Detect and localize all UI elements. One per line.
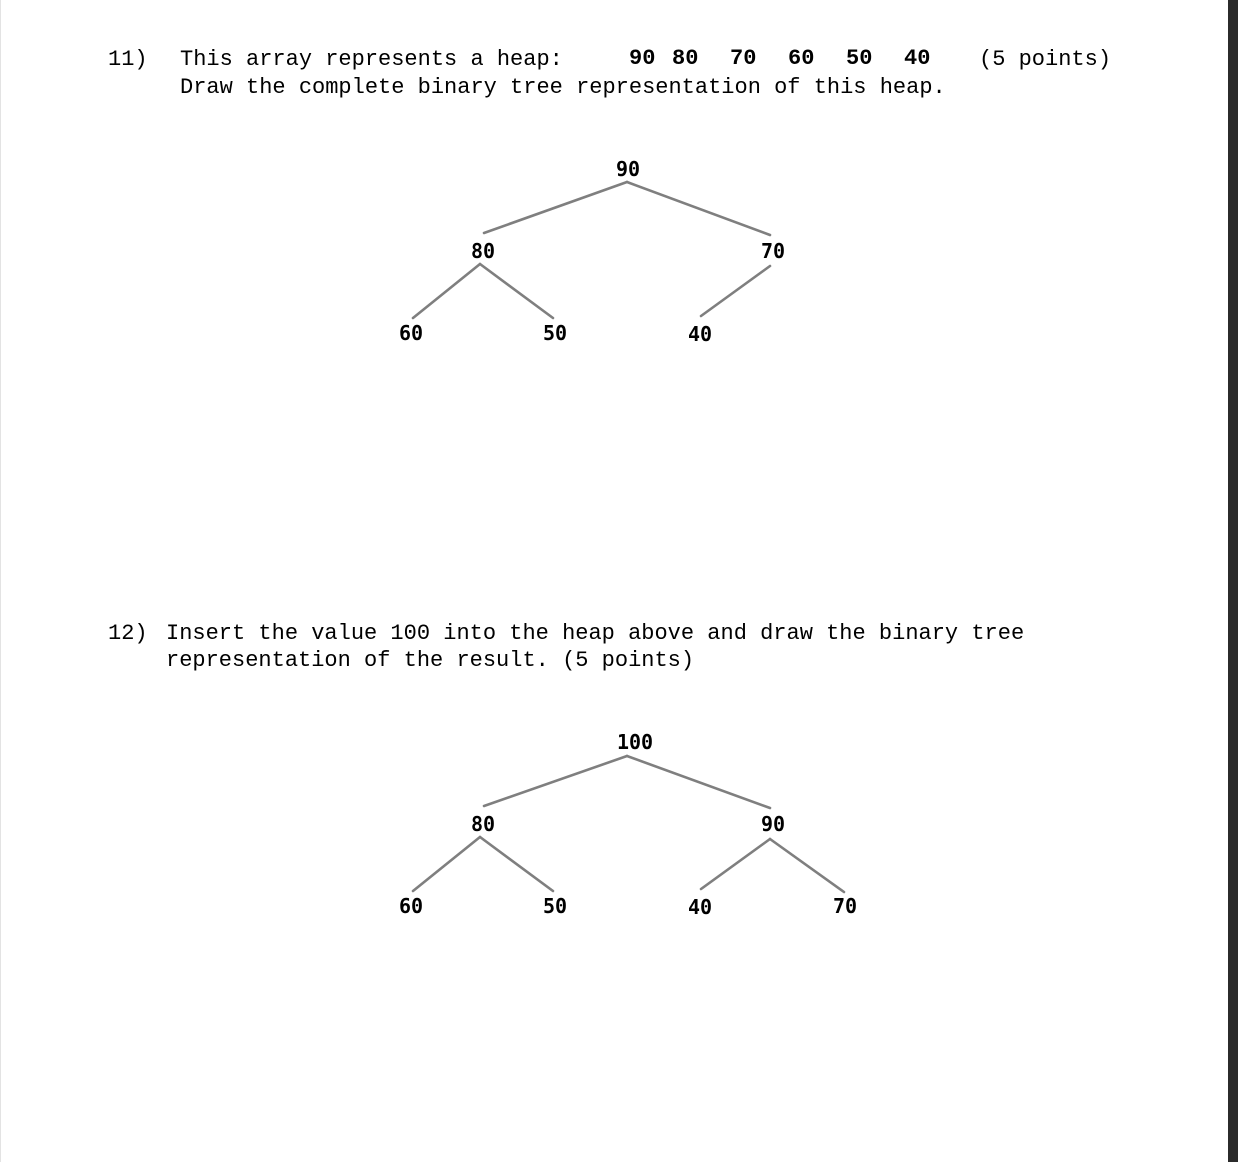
tree-node: 50 [542,894,568,918]
tree-edge [627,756,770,808]
q11-array-item: 70 [730,46,757,71]
q11-points: (5 points) [979,47,1112,72]
q11-instruction: Draw the complete binary tree representation of this heap. [180,75,946,100]
tree-node: 70 [760,239,786,263]
q12-prompt: Insert the value 100 into the heap above and draw the binary tree [166,621,1025,646]
tree-edge [701,839,770,889]
tree-node: 40 [687,895,713,919]
tree-node: 60 [398,321,424,345]
tree-node: 80 [470,812,496,836]
tree-node: 70 [832,894,858,918]
tree-node: 60 [398,894,424,918]
tree-node: 90 [615,157,641,181]
tree-node: 80 [470,239,496,263]
q11-array-item: 60 [788,46,815,71]
q11-prompt: This array represents a heap: [180,47,563,72]
q11-array-item: 80 [672,46,699,71]
tree-node: 100 [616,730,654,754]
tree-edge [480,837,553,891]
q11-number: 11) [108,47,148,72]
q11-array-item: 40 [904,46,931,71]
tree-edge [484,756,627,806]
q12-prompt-continued: representation of the result. (5 points) [166,648,695,673]
tree-node: 90 [760,812,786,836]
tree-node: 40 [687,322,713,346]
tree-edge [413,837,480,891]
q12-number: 12) [108,621,148,646]
tree-edge [770,839,844,892]
q11-array-item: 50 [846,46,873,71]
tree-node: 50 [542,321,568,345]
q11-array-item: 90 [629,46,656,71]
